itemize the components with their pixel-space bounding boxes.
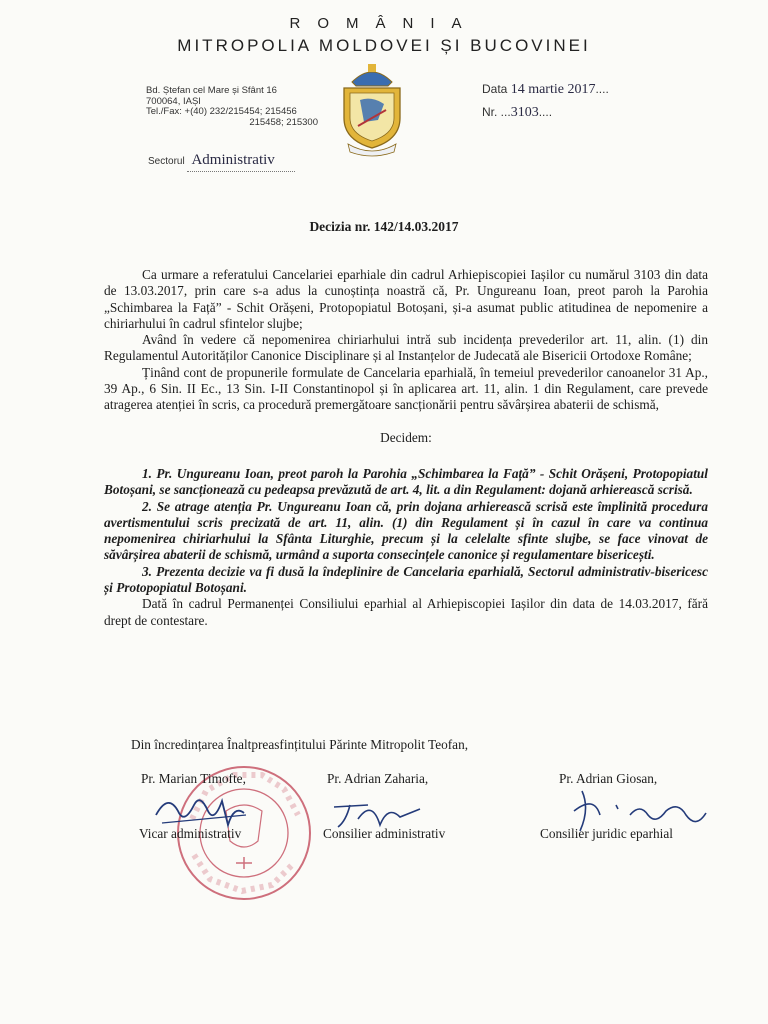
- document-meta: Data 14 martie 2017.... Nr. ...3103....: [482, 82, 609, 120]
- address-line: 215458; 215300: [249, 116, 318, 128]
- date-value: 14 martie 2017: [510, 82, 596, 97]
- signatory-name: Pr. Adrian Zaharia,: [327, 771, 429, 786]
- nr-label: Nr.: [482, 105, 498, 119]
- address-line: 700064, IAȘI: [146, 95, 201, 107]
- signatory-role: Vicar administrativ: [139, 826, 242, 841]
- paragraph: Ținând cont de propunerile formulate de Cancelaria eparhială, în temeiul prevederilor canoanelor 31 Ap., 39 Ap., 6 Sin. II Ec., 13 Sin. I-II Constantinopol și în aplicarea art. 11, alin. 1 din Regulament, care prevede atragerea atenției în scris, ca procedură premergătoare sancționării pentru săvârșirea abaterii de schismă,: [104, 364, 708, 413]
- signatory-name: Pr. Marian Timofte,: [141, 771, 246, 786]
- crest-icon: [338, 60, 406, 158]
- nr-value: 3103: [510, 105, 539, 120]
- delegation-line: Din încredințarea Înaltpreasfințitului Părinte Mitropolit Teofan,: [131, 737, 469, 752]
- paragraph: Ca urmare a referatului Cancelariei eparhiale din cadrul Arhiepiscopiei Iașilor cu numărul 3103 din data de 13.03.2017, prin care s-a adus la cunoștința noastră că, Pr. Ungureanu Ioan, preot paroh la Parohia „Schimbarea la Față” - Schit Orășeni, Protopopiatul Botoșani, și-a asumat public atitudinea de nepomenire a chiriarhului în cadrul sfintelor slujbe;: [104, 267, 708, 331]
- signatory-role: Consilier administrativ: [323, 826, 446, 841]
- sector-field: [148, 152, 295, 172]
- article: 1. Pr. Ungureanu Ioan, preot paroh la Parohia „Schimbarea la Față” - Schit Orășeni, Protopopiatul Botoșani, se sancționează cu pedeapsa prevăzută de art. 4, lit. a din Regulament: dojană arhierească scrisă.: [104, 465, 708, 498]
- address-line: Tel./Fax: +(40) 232/215454; 215456: [146, 106, 297, 117]
- signatory-name: Pr. Adrian Giosan,: [559, 771, 658, 786]
- article: 3. Prezenta decizie va fi dusă la îndeplinire de Cancelaria eparhială, Sectorul administrativ-bisericesc și Protopopiatul Botoșani.: [104, 563, 708, 596]
- document-body: [104, 267, 708, 629]
- address-block: [146, 86, 318, 128]
- document-title: Decizia nr. 142/14.03.2017: [309, 219, 459, 234]
- header-institution: MITROPOLIA MOLDOVEI ȘI BUCOVINEI: [177, 36, 591, 55]
- closing-paragraph: Dată în cadrul Permanenței Consiliului eparhial al Arhiepiscopiei Iașilor din data de 14.03.2017, fără drept de contestare.: [104, 596, 708, 628]
- sector-value: Administrativ: [187, 152, 295, 172]
- signatory-role: Consilier juridic eparhial: [540, 826, 673, 841]
- paragraph: Având în vedere că nepomenirea chiriarhului intră sub incidența prevederilor art. 11, alin. (1) din Regulamentul Autorităților Canonice Disciplinare și al Instanțelor de Judecată ale Bisericii Ortodoxe Române;: [104, 332, 708, 364]
- article: 2. Se atrage atenția Pr. Ungureanu Ioan că, prin dojana arhierească scrisă este împlinită procedura avertismentului scris precizată de art. 11, alin. (1) din Regulament și în cazul în care va continua nepomenirea chiriarhului la Sfânta Liturghie, precum și la celelalte sfinte slujbe, se face vinovat de săvârșirea abaterii de schismă, urmând a suporta consecințele canonice și regulamentare bisericești.: [104, 498, 708, 563]
- decidem-heading: Decidem:: [380, 429, 432, 445]
- sector-label: Sectorul: [148, 156, 185, 167]
- address-line: Bd. Ștefan cel Mare și Sfânt 16: [146, 85, 277, 96]
- date-label: Data: [482, 82, 508, 96]
- header-country: ROMÂNIA: [289, 15, 479, 32]
